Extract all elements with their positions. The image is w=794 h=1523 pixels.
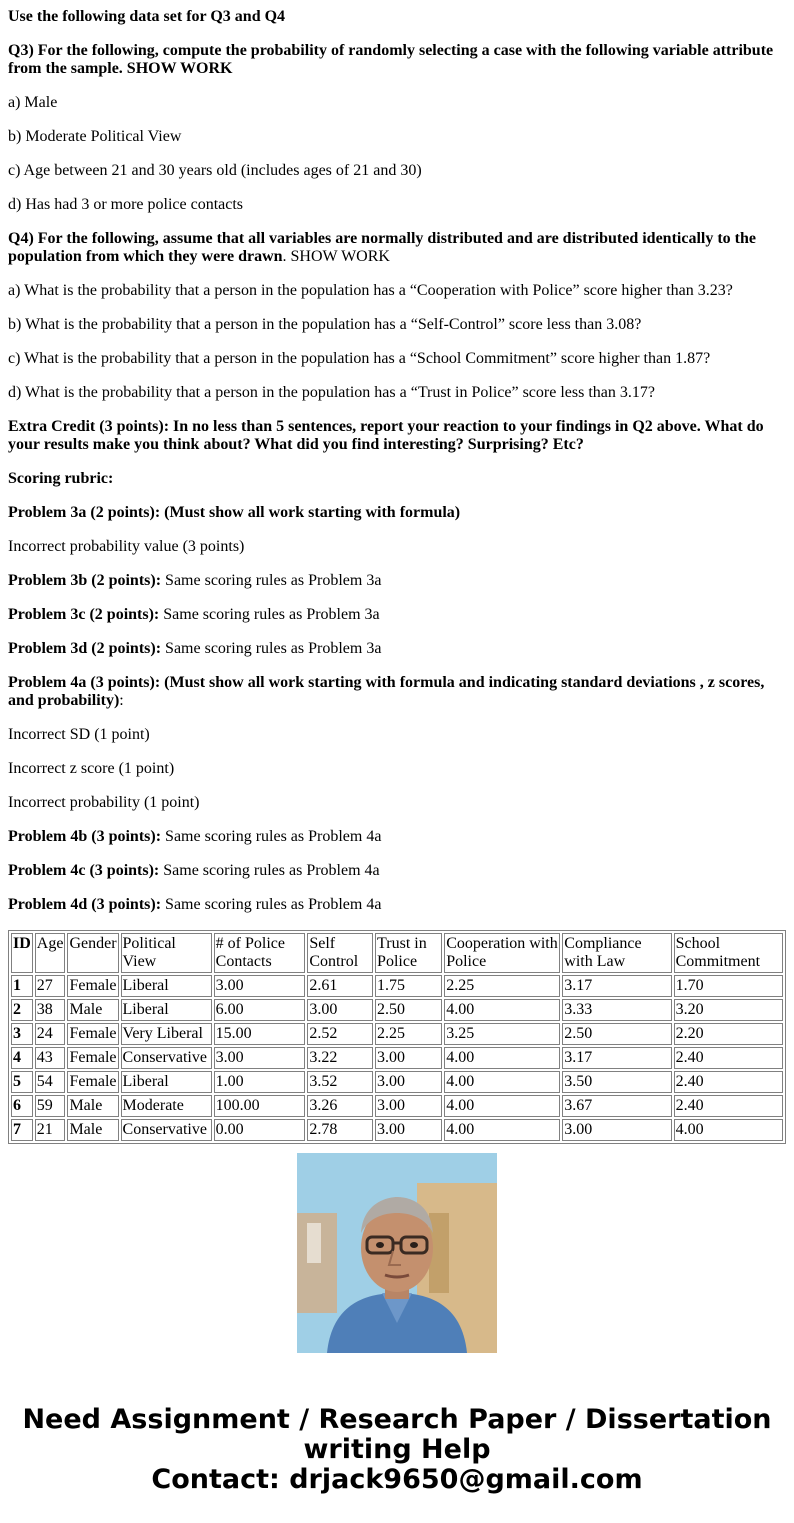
table-cell: 3.50	[562, 1071, 671, 1093]
extra-credit: Extra Credit (3 points): In no less than 5 sentences, report your reaction to your findings in Q2 above. What do your results make you think about? What did you find interesting? Surprising? Etc?	[8, 418, 764, 453]
q4-heading: Q4) For the following, assume that all variables are normally distributed and are distributed identically to the population from which they were drawn. SHOW WORK	[8, 230, 756, 265]
table-cell: 3.20	[674, 999, 783, 1021]
table-row	[11, 1023, 783, 1045]
q4-item-c: c) What is the probability that a person in the population has a “School Commitment” score higher than 1.87?	[8, 350, 711, 367]
col-header: Gender	[67, 933, 118, 973]
avatar	[297, 1153, 497, 1353]
table-body	[11, 975, 783, 1141]
rubric-4d: Problem 4d (3 points): Same scoring rules as Problem 4a	[8, 896, 382, 913]
table-cell: 2.50	[375, 999, 442, 1021]
rubric-4a: Problem 4a (3 points): (Must show all work starting with formula and indicating standard deviations , z scores, and probability):	[8, 674, 765, 709]
rubric-4a-item: Incorrect z score (1 point)	[8, 760, 175, 777]
q3-item-b: b) Moderate Political View	[8, 128, 182, 145]
table-cell: 3.33	[562, 999, 671, 1021]
table-cell: 2.40	[674, 1047, 783, 1069]
table-cell: 2.78	[307, 1119, 373, 1141]
table-row	[11, 1071, 783, 1093]
table-cell: Conservative	[121, 1047, 212, 1069]
table-cell: 3.00	[214, 975, 306, 997]
table-cell: 100.00	[214, 1095, 306, 1117]
rubric-3a-item: Incorrect probability value (3 points)	[8, 538, 245, 555]
table-cell: 27	[35, 975, 66, 997]
table-cell: 4.00	[444, 999, 560, 1021]
table-cell: 2.40	[674, 1071, 783, 1093]
intro-text: Use the following data set for Q3 and Q4	[8, 8, 286, 25]
rubric-4a-item: Incorrect SD (1 point)	[8, 726, 150, 743]
col-header: Self Control	[307, 933, 373, 973]
document-body	[8, 8, 786, 930]
table-cell: 3.00	[375, 1071, 442, 1093]
promo-contact: Contact: drjack9650@gmail.com	[151, 1464, 643, 1495]
table-cell: Liberal	[121, 975, 212, 997]
col-header: Political View	[121, 933, 212, 973]
rubric-3c: Problem 3c (2 points): Same scoring rules as Problem 3a	[8, 606, 380, 623]
data-table-container	[8, 930, 786, 1138]
table-cell: 4.00	[444, 1119, 560, 1141]
portrait-illustration	[297, 1153, 497, 1353]
promo-banner	[0, 1405, 794, 1495]
rubric-3a: Problem 3a (2 points): (Must show all work starting with formula)	[8, 504, 461, 521]
q3-item-c: c) Age between 21 and 30 years old (includes ages of 21 and 30)	[8, 162, 422, 179]
row-id-cell: 4	[11, 1047, 33, 1069]
table-row	[11, 1119, 783, 1141]
table-cell: 3.52	[307, 1071, 373, 1093]
table-cell: 2.61	[307, 975, 373, 997]
col-header: ID	[11, 933, 33, 973]
table-cell: 3.67	[562, 1095, 671, 1117]
table-cell: 4.00	[444, 1095, 560, 1117]
q3-item-d: d) Has had 3 or more police contacts	[8, 196, 244, 213]
rubric-3b: Problem 3b (2 points): Same scoring rules as Problem 3a	[8, 572, 382, 589]
table-cell: 24	[35, 1023, 66, 1045]
table-cell: 1.75	[375, 975, 442, 997]
table-cell: 1.00	[214, 1071, 306, 1093]
table-cell: 3.00	[375, 1047, 442, 1069]
table-cell: 3.26	[307, 1095, 373, 1117]
table-cell: 2.25	[375, 1023, 442, 1045]
table-row	[11, 975, 783, 997]
table-cell: 0.00	[214, 1119, 306, 1141]
table-cell: 2.50	[562, 1023, 671, 1045]
table-cell: 3.22	[307, 1047, 373, 1069]
table-cell: Male	[67, 999, 118, 1021]
table-cell: 38	[35, 999, 66, 1021]
table-cell: 2.52	[307, 1023, 373, 1045]
rubric-title: Scoring rubric:	[8, 470, 114, 487]
table-cell: Female	[67, 1023, 118, 1045]
promo-line: Need Assignment / Research Paper / Dissertation	[22, 1404, 772, 1435]
table-cell: 3.00	[375, 1095, 442, 1117]
table-cell: 2.20	[674, 1023, 783, 1045]
table-cell: 43	[35, 1047, 66, 1069]
table-cell: 3.25	[444, 1023, 560, 1045]
q3-heading: Q3) For the following, compute the probability of randomly selecting a case with the following variable attribute from the sample. SHOW WORK	[8, 42, 774, 77]
table-cell: 54	[35, 1071, 66, 1093]
table-row	[11, 1047, 783, 1069]
table-cell: 4.00	[444, 1047, 560, 1069]
table-header-row	[11, 933, 783, 973]
row-id-cell: 1	[11, 975, 33, 997]
q4-item-b: b) What is the probability that a person in the population has a “Self-Control” score less than 3.08?	[8, 316, 642, 333]
table-cell: Female	[67, 975, 118, 997]
rubric-4a-item: Incorrect probability (1 point)	[8, 794, 200, 811]
col-header: School Commitment	[674, 933, 783, 973]
row-id-cell: 7	[11, 1119, 33, 1141]
table-cell: 2.25	[444, 975, 560, 997]
col-header: # of Police Contacts	[214, 933, 306, 973]
table-cell: 3.00	[375, 1119, 442, 1141]
col-header: Cooperation with Police	[444, 933, 560, 973]
rubric-3d: Problem 3d (2 points): Same scoring rules as Problem 3a	[8, 640, 382, 657]
row-id-cell: 6	[11, 1095, 33, 1117]
data-table	[8, 930, 786, 1144]
table-cell: Male	[67, 1119, 118, 1141]
q3-item-a: a) Male	[8, 94, 58, 111]
col-header: Trust in Police	[375, 933, 442, 973]
promo-line: writing Help	[303, 1434, 491, 1465]
table-cell: Liberal	[121, 999, 212, 1021]
row-id-cell: 2	[11, 999, 33, 1021]
table-cell: 4.00	[444, 1071, 560, 1093]
row-id-cell: 3	[11, 1023, 33, 1045]
table-cell: Very Liberal	[121, 1023, 212, 1045]
col-header: Age	[35, 933, 66, 973]
col-header: Compliance with Law	[562, 933, 671, 973]
table-cell: Female	[67, 1071, 118, 1093]
table-row	[11, 999, 783, 1021]
table-cell: 59	[35, 1095, 66, 1117]
rubric-4b: Problem 4b (3 points): Same scoring rules as Problem 4a	[8, 828, 382, 845]
table-cell: 3.17	[562, 1047, 671, 1069]
table-cell: 2.40	[674, 1095, 783, 1117]
table-cell: 6.00	[214, 999, 306, 1021]
table-cell: Moderate	[121, 1095, 212, 1117]
table-cell: 1.70	[674, 975, 783, 997]
table-cell: Male	[67, 1095, 118, 1117]
table-cell: 4.00	[674, 1119, 783, 1141]
table-cell: 3.00	[214, 1047, 306, 1069]
table-cell: 21	[35, 1119, 66, 1141]
table-cell: 15.00	[214, 1023, 306, 1045]
table-row	[11, 1095, 783, 1117]
q4-item-a: a) What is the probability that a person in the population has a “Cooperation with Police” score higher than 3.23?	[8, 282, 733, 299]
rubric-4c: Problem 4c (3 points): Same scoring rules as Problem 4a	[8, 862, 380, 879]
table-cell: Liberal	[121, 1071, 212, 1093]
table-cell: 3.17	[562, 975, 671, 997]
table-cell: Conservative	[121, 1119, 212, 1141]
table-cell: 3.00	[307, 999, 373, 1021]
q4-item-d: d) What is the probability that a person in the population has a “Trust in Police” score less than 3.17?	[8, 384, 655, 401]
table-cell: Female	[67, 1047, 118, 1069]
table-cell: 3.00	[562, 1119, 671, 1141]
row-id-cell: 5	[11, 1071, 33, 1093]
